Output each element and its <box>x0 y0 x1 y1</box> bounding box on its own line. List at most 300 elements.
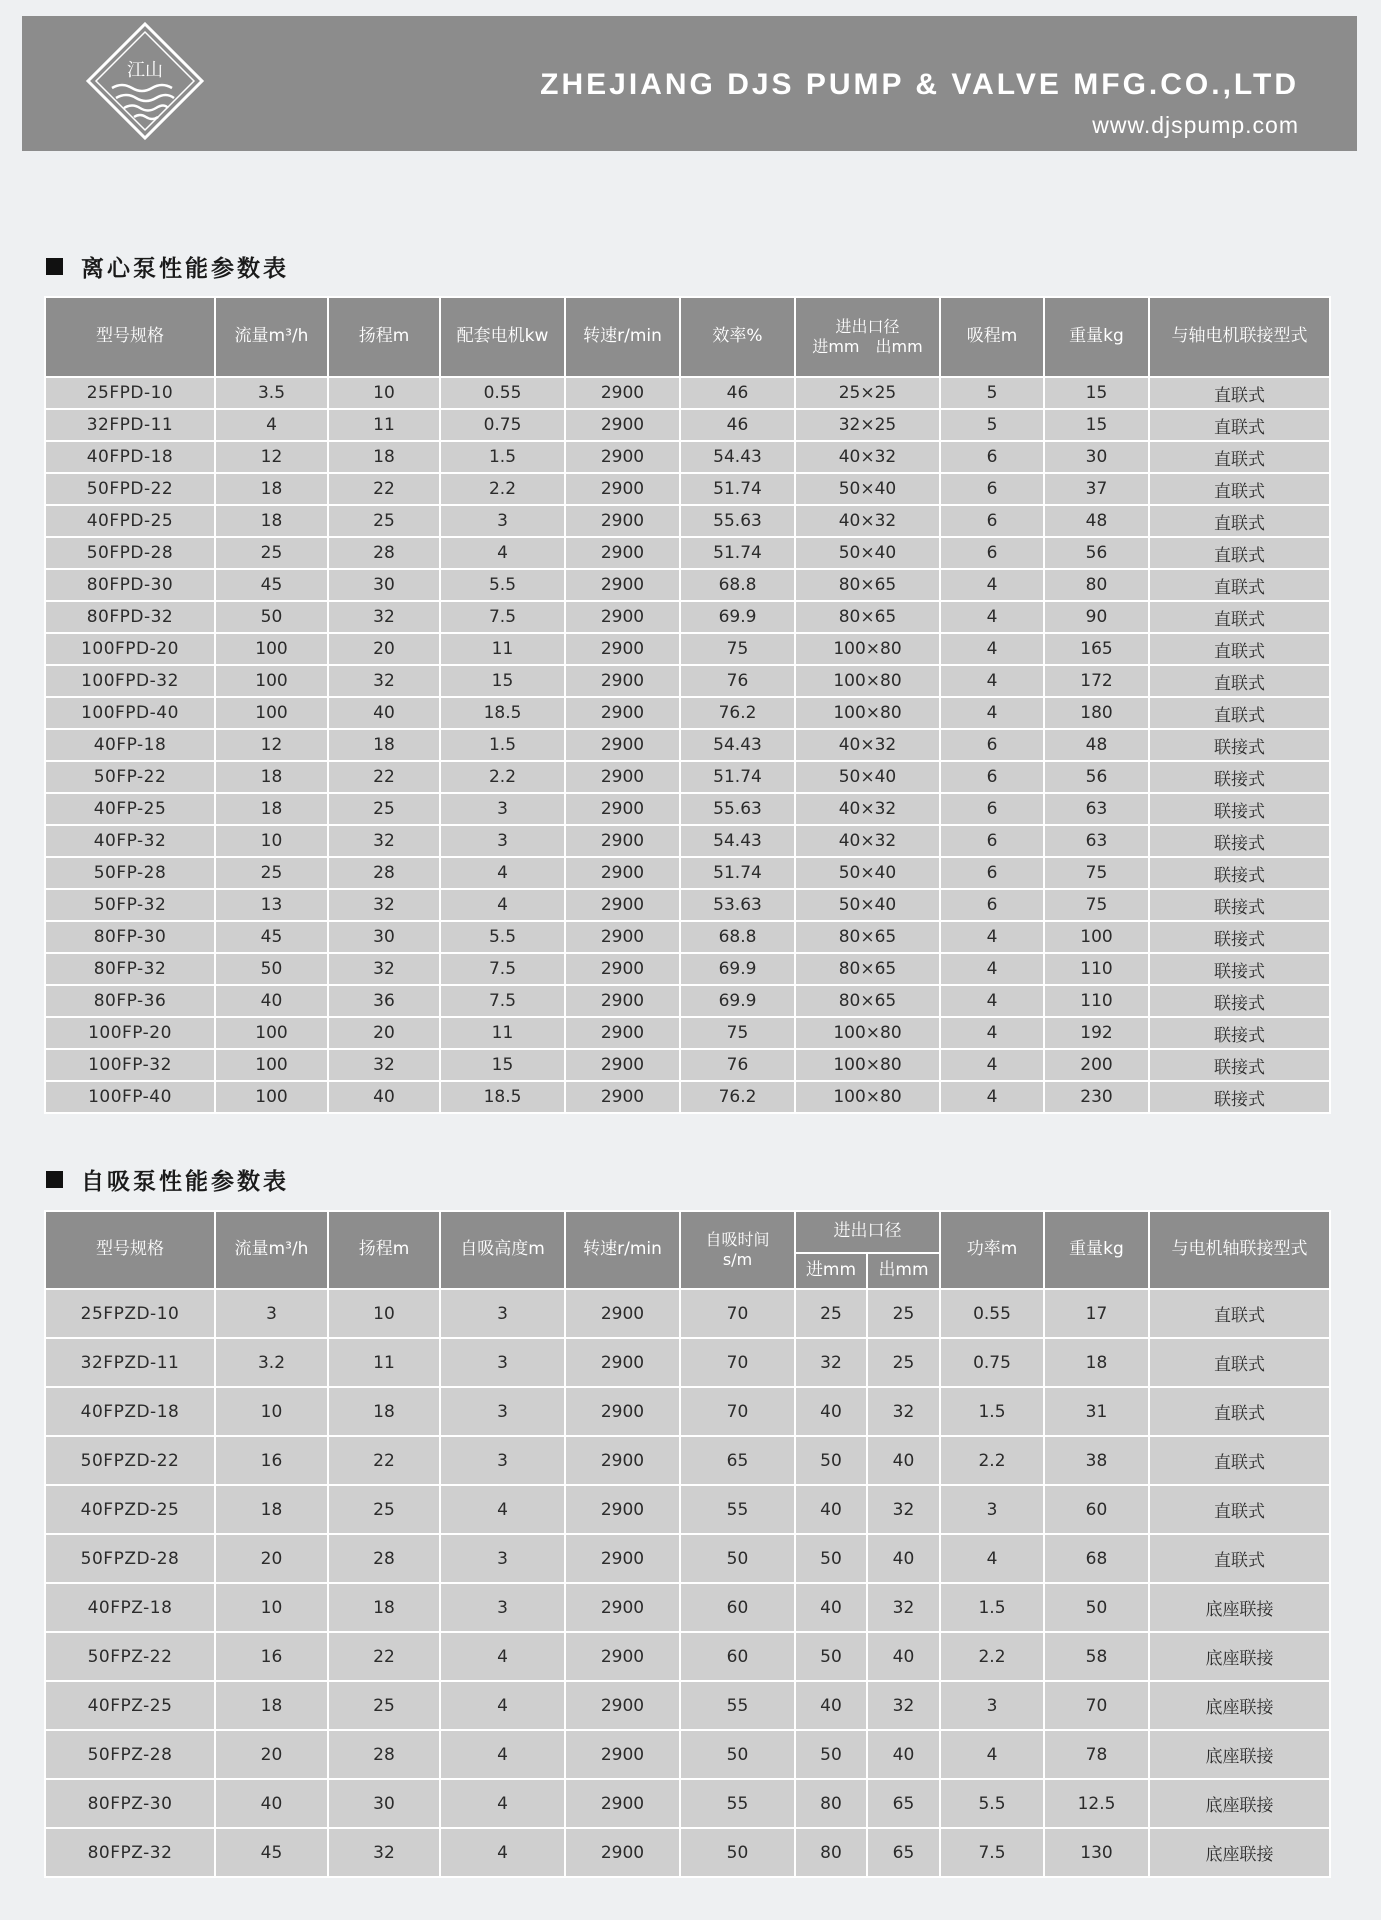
value-cell: 2900 <box>565 1730 680 1779</box>
value-cell: 3.5 <box>215 377 328 409</box>
value-cell: 20 <box>328 1017 440 1049</box>
value-cell: 18.5 <box>440 1081 565 1113</box>
value-cell: 2900 <box>565 1436 680 1485</box>
value-cell: 48 <box>1044 729 1149 761</box>
col-flow: 流量m³/h <box>215 1211 328 1289</box>
value-cell: 53.63 <box>680 889 795 921</box>
centrifugal-section-title <box>46 250 289 283</box>
value-cell: 直联式 <box>1149 409 1330 441</box>
value-cell: 6 <box>940 729 1044 761</box>
value-cell: 18 <box>1044 1338 1149 1387</box>
value-cell: 2900 <box>565 1387 680 1436</box>
centrifugal-row <box>45 441 1330 473</box>
value-cell: 54.43 <box>680 441 795 473</box>
company-name: ZHEJIANG DJS PUMP & VALVE MFG.CO.,LTD <box>540 68 1299 101</box>
centrifugal-row <box>45 857 1330 889</box>
value-cell: 4 <box>440 1485 565 1534</box>
col-priming-time-unit: s/m <box>722 1250 753 1269</box>
value-cell: 直联式 <box>1149 601 1330 633</box>
value-cell: 32×25 <box>795 409 940 441</box>
value-cell: 4 <box>215 409 328 441</box>
model-cell: 80FPZ-32 <box>45 1828 215 1877</box>
model-cell: 32FPZD-11 <box>45 1338 215 1387</box>
value-cell: 30 <box>328 921 440 953</box>
model-cell: 100FPD-32 <box>45 665 215 697</box>
value-cell: 联接式 <box>1149 921 1330 953</box>
value-cell: 70 <box>680 1338 795 1387</box>
value-cell: 5.5 <box>440 569 565 601</box>
value-cell: 100 <box>215 633 328 665</box>
value-cell: 45 <box>215 569 328 601</box>
value-cell: 40 <box>795 1583 867 1632</box>
value-cell: 联接式 <box>1149 761 1330 793</box>
value-cell: 4 <box>940 1049 1044 1081</box>
value-cell: 90 <box>1044 601 1149 633</box>
value-cell: 15 <box>1044 409 1149 441</box>
value-cell: 联接式 <box>1149 1017 1330 1049</box>
logo-text: 江山 <box>127 60 163 81</box>
value-cell: 25 <box>328 505 440 537</box>
col-priming-time <box>680 1211 795 1289</box>
value-cell: 50 <box>1044 1583 1149 1632</box>
value-cell: 28 <box>328 1534 440 1583</box>
value-cell: 直联式 <box>1149 1534 1330 1583</box>
col-head: 扬程m <box>328 297 440 377</box>
col-connection: 与电机轴联接型式 <box>1149 1211 1330 1289</box>
value-cell: 40 <box>867 1436 940 1485</box>
header-banner <box>22 16 1357 151</box>
value-cell: 100 <box>1044 921 1149 953</box>
value-cell: 联接式 <box>1149 857 1330 889</box>
selfpriming-table-body <box>45 1289 1330 1877</box>
centrifugal-row <box>45 633 1330 665</box>
value-cell: 100 <box>215 1017 328 1049</box>
value-cell: 76.2 <box>680 1081 795 1113</box>
value-cell: 165 <box>1044 633 1149 665</box>
centrifugal-row <box>45 505 1330 537</box>
value-cell: 63 <box>1044 825 1149 857</box>
value-cell: 联接式 <box>1149 729 1330 761</box>
value-cell: 3 <box>440 1289 565 1338</box>
centrifugal-row <box>45 409 1330 441</box>
col-power: 功率m <box>940 1211 1044 1289</box>
model-cell: 100FP-20 <box>45 1017 215 1049</box>
value-cell: 80 <box>795 1828 867 1877</box>
value-cell: 底座联接 <box>1149 1779 1330 1828</box>
value-cell: 25×25 <box>795 377 940 409</box>
value-cell: 11 <box>328 409 440 441</box>
value-cell: 30 <box>328 569 440 601</box>
value-cell: 2900 <box>565 1828 680 1877</box>
model-cell: 40FPD-18 <box>45 441 215 473</box>
col-priming-height: 自吸高度m <box>440 1211 565 1289</box>
value-cell: 2.2 <box>940 1436 1044 1485</box>
value-cell: 50 <box>795 1730 867 1779</box>
bullet-square-icon <box>46 1171 63 1188</box>
value-cell: 4 <box>440 1681 565 1730</box>
value-cell: 直联式 <box>1149 1485 1330 1534</box>
value-cell: 32 <box>328 953 440 985</box>
value-cell: 联接式 <box>1149 1049 1330 1081</box>
value-cell: 6 <box>940 857 1044 889</box>
col-model: 型号规格 <box>45 297 215 377</box>
value-cell: 100 <box>215 665 328 697</box>
value-cell: 2900 <box>565 633 680 665</box>
value-cell: 2.2 <box>440 473 565 505</box>
value-cell: 2900 <box>565 953 680 985</box>
value-cell: 2900 <box>565 377 680 409</box>
value-cell: 28 <box>328 537 440 569</box>
model-cell: 40FPZD-18 <box>45 1387 215 1436</box>
value-cell: 69.9 <box>680 953 795 985</box>
value-cell: 4 <box>440 537 565 569</box>
value-cell: 32 <box>867 1681 940 1730</box>
value-cell: 3.2 <box>215 1338 328 1387</box>
value-cell: 7.5 <box>440 953 565 985</box>
value-cell: 18.5 <box>440 697 565 729</box>
value-cell: 2900 <box>565 889 680 921</box>
value-cell: 32 <box>867 1583 940 1632</box>
value-cell: 直联式 <box>1149 1387 1330 1436</box>
centrifugal-row <box>45 697 1330 729</box>
value-cell: 4 <box>940 601 1044 633</box>
value-cell: 100×80 <box>795 665 940 697</box>
value-cell: 18 <box>328 1583 440 1632</box>
value-cell: 110 <box>1044 953 1149 985</box>
value-cell: 40 <box>215 985 328 1017</box>
model-cell: 50FPZ-22 <box>45 1632 215 1681</box>
centrifugal-table-body <box>45 377 1330 1113</box>
selfpriming-row <box>45 1730 1330 1779</box>
value-cell: 2.2 <box>440 761 565 793</box>
value-cell: 40 <box>867 1632 940 1681</box>
value-cell: 25 <box>215 857 328 889</box>
value-cell: 18 <box>215 505 328 537</box>
value-cell: 2900 <box>565 1081 680 1113</box>
value-cell: 4 <box>940 953 1044 985</box>
value-cell: 51.74 <box>680 761 795 793</box>
model-cell: 80FP-30 <box>45 921 215 953</box>
value-cell: 20 <box>328 633 440 665</box>
value-cell: 130 <box>1044 1828 1149 1877</box>
value-cell: 2900 <box>565 1681 680 1730</box>
value-cell: 56 <box>1044 537 1149 569</box>
value-cell: 16 <box>215 1436 328 1485</box>
value-cell: 76 <box>680 1049 795 1081</box>
value-cell: 32 <box>795 1338 867 1387</box>
value-cell: 58 <box>1044 1632 1149 1681</box>
value-cell: 直联式 <box>1149 377 1330 409</box>
value-cell: 230 <box>1044 1081 1149 1113</box>
value-cell: 6 <box>940 793 1044 825</box>
value-cell: 3 <box>440 1534 565 1583</box>
value-cell: 40×32 <box>795 825 940 857</box>
centrifugal-row <box>45 1049 1330 1081</box>
model-cell: 40FP-32 <box>45 825 215 857</box>
model-cell: 40FPZ-25 <box>45 1681 215 1730</box>
value-cell: 直联式 <box>1149 537 1330 569</box>
col-ports-sub: 进mm 出mm <box>812 337 923 356</box>
value-cell: 70 <box>680 1289 795 1338</box>
value-cell: 5.5 <box>940 1779 1044 1828</box>
value-cell: 1.5 <box>940 1387 1044 1436</box>
centrifugal-row <box>45 1017 1330 1049</box>
value-cell: 22 <box>328 1436 440 1485</box>
value-cell: 69.9 <box>680 601 795 633</box>
model-cell: 50FPD-22 <box>45 473 215 505</box>
value-cell: 直联式 <box>1149 697 1330 729</box>
value-cell: 50 <box>215 601 328 633</box>
value-cell: 底座联接 <box>1149 1583 1330 1632</box>
value-cell: 4 <box>440 889 565 921</box>
selfpriming-row <box>45 1779 1330 1828</box>
value-cell: 50×40 <box>795 889 940 921</box>
value-cell: 65 <box>867 1779 940 1828</box>
value-cell: 38 <box>1044 1436 1149 1485</box>
value-cell: 80×65 <box>795 601 940 633</box>
centrifugal-row <box>45 601 1330 633</box>
value-cell: 65 <box>680 1436 795 1485</box>
value-cell: 4 <box>440 1632 565 1681</box>
value-cell: 56 <box>1044 761 1149 793</box>
value-cell: 直联式 <box>1149 633 1330 665</box>
bullet-square-icon <box>46 258 63 275</box>
value-cell: 直联式 <box>1149 441 1330 473</box>
value-cell: 40 <box>867 1730 940 1779</box>
value-cell: 4 <box>940 1730 1044 1779</box>
value-cell: 2900 <box>565 409 680 441</box>
selfpriming-row <box>45 1436 1330 1485</box>
value-cell: 底座联接 <box>1149 1828 1330 1877</box>
value-cell: 46 <box>680 377 795 409</box>
value-cell: 2900 <box>565 1534 680 1583</box>
value-cell: 15 <box>440 1049 565 1081</box>
value-cell: 100×80 <box>795 1017 940 1049</box>
value-cell: 2900 <box>565 1583 680 1632</box>
model-cell: 50FP-28 <box>45 857 215 889</box>
centrifugal-row <box>45 985 1330 1017</box>
value-cell: 80 <box>1044 569 1149 601</box>
model-cell: 80FPZ-30 <box>45 1779 215 1828</box>
centrifugal-row <box>45 1081 1330 1113</box>
value-cell: 180 <box>1044 697 1149 729</box>
value-cell: 2900 <box>565 1485 680 1534</box>
value-cell: 100 <box>215 1049 328 1081</box>
value-cell: 51.74 <box>680 857 795 889</box>
self-priming-pump-table <box>44 1210 1331 1878</box>
value-cell: 12 <box>215 441 328 473</box>
value-cell: 5 <box>940 377 1044 409</box>
value-cell: 40×32 <box>795 729 940 761</box>
model-cell: 32FPD-11 <box>45 409 215 441</box>
selfpriming-row <box>45 1387 1330 1436</box>
value-cell: 40×32 <box>795 441 940 473</box>
value-cell: 45 <box>215 921 328 953</box>
col-model: 型号规格 <box>45 1211 215 1289</box>
value-cell: 25 <box>867 1289 940 1338</box>
value-cell: 0.55 <box>940 1289 1044 1338</box>
col-ports <box>795 297 940 377</box>
value-cell: 192 <box>1044 1017 1149 1049</box>
value-cell: 32 <box>328 665 440 697</box>
selfpriming-row <box>45 1534 1330 1583</box>
value-cell: 联接式 <box>1149 953 1330 985</box>
value-cell: 6 <box>940 825 1044 857</box>
value-cell: 0.75 <box>940 1338 1044 1387</box>
value-cell: 75 <box>680 633 795 665</box>
value-cell: 3 <box>940 1485 1044 1534</box>
value-cell: 68 <box>1044 1534 1149 1583</box>
model-cell: 100FP-32 <box>45 1049 215 1081</box>
value-cell: 51.74 <box>680 473 795 505</box>
value-cell: 54.43 <box>680 729 795 761</box>
value-cell: 68.8 <box>680 921 795 953</box>
value-cell: 11 <box>440 1017 565 1049</box>
value-cell: 40 <box>215 1779 328 1828</box>
value-cell: 直联式 <box>1149 569 1330 601</box>
value-cell: 2900 <box>565 921 680 953</box>
selfpriming-row <box>45 1583 1330 1632</box>
centrifugal-pump-table <box>44 296 1331 1114</box>
model-cell: 100FP-40 <box>45 1081 215 1113</box>
model-cell: 50FP-32 <box>45 889 215 921</box>
value-cell: 2900 <box>565 1779 680 1828</box>
value-cell: 1.5 <box>940 1583 1044 1632</box>
model-cell: 25FPZD-10 <box>45 1289 215 1338</box>
value-cell: 65 <box>867 1828 940 1877</box>
value-cell: 2900 <box>565 793 680 825</box>
model-cell: 50FPZD-28 <box>45 1534 215 1583</box>
value-cell: 直联式 <box>1149 665 1330 697</box>
col-speed: 转速r/min <box>565 1211 680 1289</box>
value-cell: 底座联接 <box>1149 1730 1330 1779</box>
value-cell: 40×32 <box>795 793 940 825</box>
value-cell: 110 <box>1044 985 1149 1017</box>
value-cell: 2900 <box>565 1049 680 1081</box>
website-url: www.djspump.com <box>1092 112 1299 138</box>
value-cell: 80×65 <box>795 569 940 601</box>
value-cell: 60 <box>680 1583 795 1632</box>
value-cell: 1.5 <box>440 441 565 473</box>
value-cell: 1.5 <box>440 729 565 761</box>
model-cell: 40FPZD-25 <box>45 1485 215 1534</box>
value-cell: 4 <box>440 1730 565 1779</box>
col-ports-label: 进出口径 <box>835 317 900 336</box>
value-cell: 12 <box>215 729 328 761</box>
col-head: 扬程m <box>328 1211 440 1289</box>
value-cell: 18 <box>215 793 328 825</box>
model-cell: 80FPD-30 <box>45 569 215 601</box>
value-cell: 200 <box>1044 1049 1149 1081</box>
value-cell: 172 <box>1044 665 1149 697</box>
company-logo <box>80 16 210 146</box>
value-cell: 7.5 <box>440 985 565 1017</box>
value-cell: 54.43 <box>680 825 795 857</box>
value-cell: 18 <box>328 729 440 761</box>
value-cell: 40 <box>867 1534 940 1583</box>
value-cell: 2900 <box>565 505 680 537</box>
col-connection: 与轴电机联接型式 <box>1149 297 1330 377</box>
value-cell: 15 <box>440 665 565 697</box>
value-cell: 底座联接 <box>1149 1681 1330 1730</box>
selfpriming-title-text: 自吸泵性能参数表 <box>81 1169 289 1195</box>
value-cell: 12.5 <box>1044 1779 1149 1828</box>
value-cell: 25 <box>328 1485 440 1534</box>
value-cell: 13 <box>215 889 328 921</box>
value-cell: 75 <box>1044 889 1149 921</box>
value-cell: 底座联接 <box>1149 1632 1330 1681</box>
value-cell: 0.75 <box>440 409 565 441</box>
value-cell: 18 <box>328 441 440 473</box>
value-cell: 3 <box>440 1338 565 1387</box>
value-cell: 11 <box>440 633 565 665</box>
value-cell: 2900 <box>565 1017 680 1049</box>
value-cell: 2900 <box>565 473 680 505</box>
value-cell: 70 <box>1044 1681 1149 1730</box>
value-cell: 4 <box>940 633 1044 665</box>
centrifugal-row <box>45 761 1330 793</box>
value-cell: 6 <box>940 889 1044 921</box>
value-cell: 4 <box>940 665 1044 697</box>
centrifugal-row <box>45 377 1330 409</box>
value-cell: 7.5 <box>440 601 565 633</box>
value-cell: 直联式 <box>1149 1289 1330 1338</box>
value-cell: 75 <box>1044 857 1149 889</box>
value-cell: 50 <box>680 1730 795 1779</box>
value-cell: 2900 <box>565 697 680 729</box>
value-cell: 2900 <box>565 1289 680 1338</box>
value-cell: 2900 <box>565 985 680 1017</box>
value-cell: 78 <box>1044 1730 1149 1779</box>
value-cell: 直联式 <box>1149 1338 1330 1387</box>
value-cell: 55.63 <box>680 793 795 825</box>
value-cell: 32 <box>328 889 440 921</box>
value-cell: 5.5 <box>440 921 565 953</box>
value-cell: 40 <box>795 1681 867 1730</box>
selfpriming-row <box>45 1632 1330 1681</box>
col-priming-time-label: 自吸时间 <box>705 1230 770 1249</box>
value-cell: 联接式 <box>1149 793 1330 825</box>
value-cell: 4 <box>940 569 1044 601</box>
value-cell: 3 <box>440 1387 565 1436</box>
value-cell: 76.2 <box>680 697 795 729</box>
value-cell: 6 <box>940 537 1044 569</box>
value-cell: 11 <box>328 1338 440 1387</box>
model-cell: 40FPZ-18 <box>45 1583 215 1632</box>
col-weight: 重量kg <box>1044 1211 1149 1289</box>
value-cell: 55.63 <box>680 505 795 537</box>
value-cell: 3 <box>440 825 565 857</box>
value-cell: 3 <box>440 505 565 537</box>
value-cell: 25 <box>795 1289 867 1338</box>
value-cell: 联接式 <box>1149 889 1330 921</box>
centrifugal-row <box>45 537 1330 569</box>
value-cell: 2900 <box>565 601 680 633</box>
model-cell: 50FPD-28 <box>45 537 215 569</box>
col-outlet: 出mm <box>867 1253 940 1289</box>
value-cell: 75 <box>680 1017 795 1049</box>
value-cell: 50 <box>795 1534 867 1583</box>
value-cell: 40 <box>328 697 440 729</box>
selfpriming-row <box>45 1681 1330 1730</box>
value-cell: 80×65 <box>795 985 940 1017</box>
col-efficiency: 效率% <box>680 297 795 377</box>
model-cell: 80FP-36 <box>45 985 215 1017</box>
value-cell: 36 <box>328 985 440 1017</box>
value-cell: 15 <box>1044 377 1149 409</box>
value-cell: 28 <box>328 857 440 889</box>
value-cell: 3 <box>440 1436 565 1485</box>
